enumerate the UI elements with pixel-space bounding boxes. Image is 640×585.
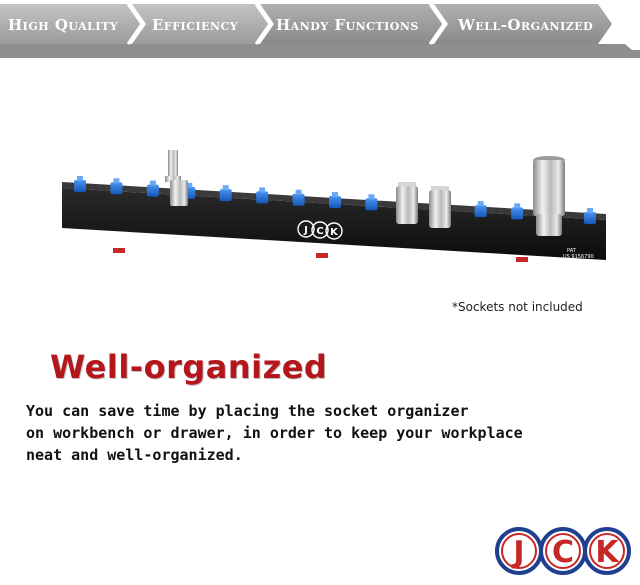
feature-banner xyxy=(0,0,640,62)
banner-tab-handy-functions: Handy Functions xyxy=(276,16,419,34)
sockets-not-included-note: *Sockets not included xyxy=(452,300,583,314)
blue-clip xyxy=(74,176,86,192)
red-end-tab-2 xyxy=(316,253,328,258)
blue-clip xyxy=(365,194,377,210)
small-socket-2 xyxy=(429,186,451,228)
banner-tab-high-quality: High Quality xyxy=(8,16,119,34)
patent-line-2: US 9156790 xyxy=(563,254,594,260)
description-line: on workbench or drawer, in order to keep your workplace xyxy=(26,424,523,442)
red-end-tab-3 xyxy=(516,257,528,262)
svg-text:K: K xyxy=(330,227,338,238)
feature-description xyxy=(26,400,546,466)
feature-title: Well-organized xyxy=(50,348,328,386)
svg-text:K: K xyxy=(595,535,619,570)
patent-line-1: PAT xyxy=(567,248,576,254)
blue-clip xyxy=(220,185,232,201)
blue-clip xyxy=(256,187,268,203)
svg-text:J: J xyxy=(304,225,308,236)
svg-text:C: C xyxy=(551,535,575,570)
deep-socket xyxy=(533,156,565,236)
blue-clip xyxy=(329,192,341,208)
blue-clip xyxy=(293,190,305,206)
banner-tab-well-organized: Well-Organized xyxy=(458,16,594,34)
description-line: neat and well-organized. xyxy=(26,446,243,464)
description-line: You can save time by placing the socket organizer xyxy=(26,402,469,420)
blue-clip xyxy=(511,203,523,219)
blue-clip xyxy=(475,201,487,217)
blue-clip xyxy=(147,181,159,197)
small-socket-1 xyxy=(396,182,418,224)
socket-organizer-photo xyxy=(0,130,640,280)
banner-tab-efficiency: Efficiency xyxy=(152,16,239,34)
red-end-tab-1 xyxy=(113,248,125,253)
blue-clip xyxy=(110,178,122,194)
jck-logo xyxy=(495,520,635,582)
svg-text:J: J xyxy=(513,535,525,570)
svg-text:C: C xyxy=(316,226,324,237)
blue-clip xyxy=(584,208,596,224)
